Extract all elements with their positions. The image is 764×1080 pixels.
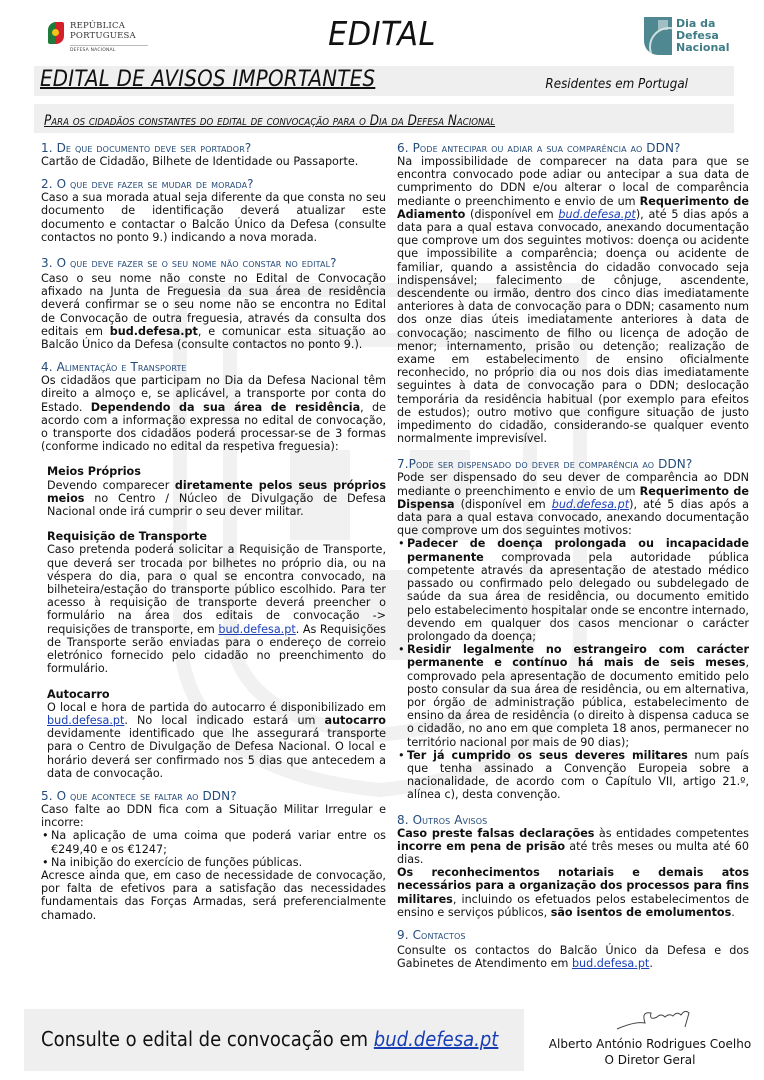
section-6-heading: 6. Pode antecipar ou adiar a sua comparência ao DDN? <box>397 141 681 155</box>
document-header <box>0 0 764 62</box>
left-column <box>41 141 386 922</box>
bud-defesa-link[interactable]: bud.defesa.pt <box>558 207 636 221</box>
signatory-role: O Diretor Geral <box>604 1053 696 1067</box>
section-1-heading: 1. De que documento deve ser portador? <box>41 141 252 155</box>
section-5 <box>41 789 386 922</box>
list-item: • Residir legalmente no estrangeiro com carácter permanente e contínuo há mais de seis meses, comprovado pela apresentação de documento emitido pelo posto consular da sua área de residência, ou em alternativa, por órgão de administração pública, estabelecimento de ensino da área de residência (o direito à dispensa caduca se o cidadão, no ano em que completa 18 anos, permanecer no território nacional por mais de 90 dias); <box>397 643 749 749</box>
autocarro-heading: Autocarro <box>47 687 110 701</box>
section-6-text: Na impossibilidade de comparecer na data para que se encontra convocado pode adiar ou antecipar a sua data de cumprimento do DDN e/ou alterar o local de comparência mediante o preenchimento e envio de um Requerimento de Adiamento (disponível em bud.defesa.pt), até 5 dias após a data para a qual estava convocado, anexando documentação que comprove um dos seguintes motivos: doença ou acidente que impossibilite a comparência; doença ou acidente de familiar, quando a assistência do cidadão convocado seja indispensável; falecimento de cônjuge, ascendente, descendente ou irmão, dentro dos cinco dias imediatamente anteriores à data de convocação para o DDN; casamento num dos onze dias úteis imediatamente anteriores à data de convocação; nascimento de filho ou licença de adoção de menor; internamento, prisão ou detenção; realização de exame em estabelecimento de ensino oficialmente reconhecido, no próprio dia ou nos dois dias imediatamente seguintes à data de convocação para o DDN; deslocação temporária da residência habitual (por exemplo para efeitos de estudos); outro motivo que configure situação de justo impedimento do cidadão, considerando-se qualquer evento normalmente imprevisível. <box>397 155 749 446</box>
bud-defesa-link[interactable]: bud.defesa.pt <box>47 713 125 727</box>
section-5-heading: 5. O que acontece se faltar ao DDN? <box>41 788 237 803</box>
bud-defesa-link[interactable]: bud.defesa.pt <box>218 622 296 636</box>
signature-block <box>545 1005 755 1075</box>
footer-bud-defesa-link[interactable]: bud.defesa.pt <box>373 1027 499 1051</box>
list-item: • Na inibição do exercício de funções públicas. <box>41 856 386 869</box>
section-7-text: Pode ser dispensado do seu dever de comparência ao DDN mediante o preenchimento e envio de um Requerimento de Dispensa (disponível em bud.defesa.pt), até 5 dias após a data para a qual estava convocado, anexando documentação que comprove um dos seguintes motivos: <box>397 471 750 538</box>
section-8-heading: 8. Outros Avisos <box>397 812 488 827</box>
banner-subtitle: Residentes em Portugal <box>545 77 688 92</box>
section-5-intro: Caso falte ao DDN fica com a Situação Militar Irregular e incorre: <box>41 802 386 830</box>
footer-banner <box>24 1009 524 1071</box>
section-4-heading: 4. Alimentação e Transporte <box>41 360 187 375</box>
list-item: • Na aplicação de uma coima que poderá variar entre os €249,40 e os €1247; <box>41 829 386 855</box>
section-3-text: Caso o seu nome não conste no Edital de Convocação afixado na Junta de Freguesia da sua área de residência deverá confirmar se o seu nome não se encontra no Edital de Convocação de outra freguesia, através da consulta dos editais em bud.defesa.pt, e comunicar esta situação ao Balcão Único da Defesa (consulte contactos no ponto 9.). <box>41 272 386 352</box>
section-5-list <box>41 829 386 869</box>
list-item: • Ter já cumprido os seus deveres militares num país que tenha assinado a Convenção Europeia sobre a nacionalidade, de acordo com o Capítulo VII, artigo 21.º, alínea c), desta convenção. <box>397 749 749 802</box>
requisicao-text: Caso pretenda poderá solicitar a Requisição de Transporte, que deverá ser trocada por bilhetes no próprio dia, ou na véspera do dia, para o qual se encontra convocado, na bilheteira/estação do transporte público escolhido. Para ter acesso à requisição de transporte deverá preencher o formulário na área dos editais de convocação -> requisições de transporte, em bud.defesa.pt. As Requisições de Transporte serão enviadas para o endereço de correio eletrónico fornecido pelo cidadão no preenchimento do formulário. <box>47 543 386 676</box>
section-2 <box>41 177 386 244</box>
list-item: • Padecer de doença prolongada ou incapacidade permanente comprovada pela autoridade pública competente através da apresentação de atestado médico passado ou confirmado pelo delegado ou subdelegado de saúde da sua área de residência, ou documento emitido pelo estabelecimento hospitalar onde se encontre internado, devendo em qualquer dos casos mencionar o carácter prolongado da doença; <box>397 537 749 643</box>
section-7-list <box>397 537 749 801</box>
section-2-text: Caso a sua morada atual seja diferente da que consta no seu documento de identificação deverá atualizar este documento e contactar o Balcão Único da Defesa (consulte contactos no ponto 9.) indicando a nova morada. <box>41 191 386 244</box>
meios-proprios-heading: Meios Próprios <box>47 465 141 479</box>
section-3 <box>41 256 386 351</box>
page-title: EDITAL <box>328 14 436 53</box>
meios-proprios-text: Devendo comparecer diretamente pelos seus próprios meios no Centro / Núcleo de Divulgação de Defesa Nacional onde irá cumprir o seu dever militar. <box>47 478 386 519</box>
section-8-text-1: Caso preste falsas declarações às entidades competentes incorre em pena de prisão até três meses ou multa até 60 dias. <box>397 826 749 866</box>
section-9-heading: 9. Contactos <box>397 927 466 942</box>
signatory-name: Alberto António Rodrigues Coelho <box>548 1037 752 1051</box>
section-5-outro: Acresce ainda que, em caso de necessidade de convocação, por falta de efetivos para a satisfação das necessidades fundamentais das Forças Armadas, será preferencialmente chamado. <box>41 868 386 922</box>
section-4-intro: Os cidadãos que participam no Dia da Defesa Nacional têm direito a almoço e, se aplicável, a transporte por conta do Estado. Dependendo da sua área de residência, de acordo com a informação expressa no edital de convocação, o transporte dos cidadãos poderá processar-se de 3 formas (conforme indicado no edital da respetiva freguesia): <box>41 374 386 454</box>
section-7 <box>397 457 749 801</box>
section-9 <box>397 928 749 970</box>
section-9-text: Consulte os contactos do Balcão Único da Defesa e dos Gabinetes de Atendimento em bud.defesa.pt. <box>397 943 749 971</box>
ddn-logo-text: Dia da Defesa Nacional <box>676 17 730 54</box>
section-8-text-2: Os reconhecimentos notariais e demais atos necessários para a organização dos processos para fins militares, incluindo os efetuados pelos estabelecimentos de ensino e serviços públicos, são isentos de emolumentos. <box>397 866 749 919</box>
section-8 <box>397 813 749 919</box>
right-column <box>397 141 749 970</box>
ddn-emblem-icon <box>644 17 672 55</box>
bud-link-text: bud.defesa.pt <box>109 324 198 338</box>
logo-text: REPÚBLICA PORTUGUESA <box>70 21 136 41</box>
requisicao-heading: Requisição de Transporte <box>47 530 207 544</box>
dia-defesa-nacional-logo <box>644 17 744 57</box>
section-1-text: Cartão de Cidadão, Bilhete de Identidade ou Passaporte. <box>41 155 359 168</box>
section-3-heading: 3. O que deve fazer se o seu nome não constar no edital? <box>41 256 337 271</box>
section-6 <box>397 141 749 445</box>
section-7-heading: 7.Pode ser dispensado do dever de comparência ao DDN? <box>397 457 693 472</box>
title-banner <box>34 66 734 96</box>
section-1 <box>41 141 386 168</box>
banner-title: EDITAL DE AVISOS IMPORTANTES <box>40 67 376 92</box>
signature-icon <box>615 1007 695 1033</box>
section-banner-title: Para os cidadãos constantes do edital de convocação para o Dia da Defesa Nacional <box>44 113 496 129</box>
section-banner <box>34 104 734 133</box>
footer-text: Consulte o edital de convocação em bud.defesa.pt <box>41 1027 499 1051</box>
logo-subtitle: DEFESA NACIONAL <box>70 48 116 53</box>
section-4 <box>41 360 386 780</box>
bud-defesa-link[interactable]: bud.defesa.pt <box>571 957 650 971</box>
bud-defesa-link[interactable]: bud.defesa.pt <box>551 497 630 511</box>
autocarro-text: O local e hora de partida do autocarro é disponibilizado em bud.defesa.pt. No local indicado estará um autocarro devidamente identificado que lhe assegurará transporte para o Centro de Divulgação de Defesa Nacional. O local e horário deverá ser confirmado nos 5 dias que antecedem a data de convocação. <box>47 700 386 780</box>
section-2-heading: 2. O que deve fazer se mudar de morada? <box>41 177 254 192</box>
